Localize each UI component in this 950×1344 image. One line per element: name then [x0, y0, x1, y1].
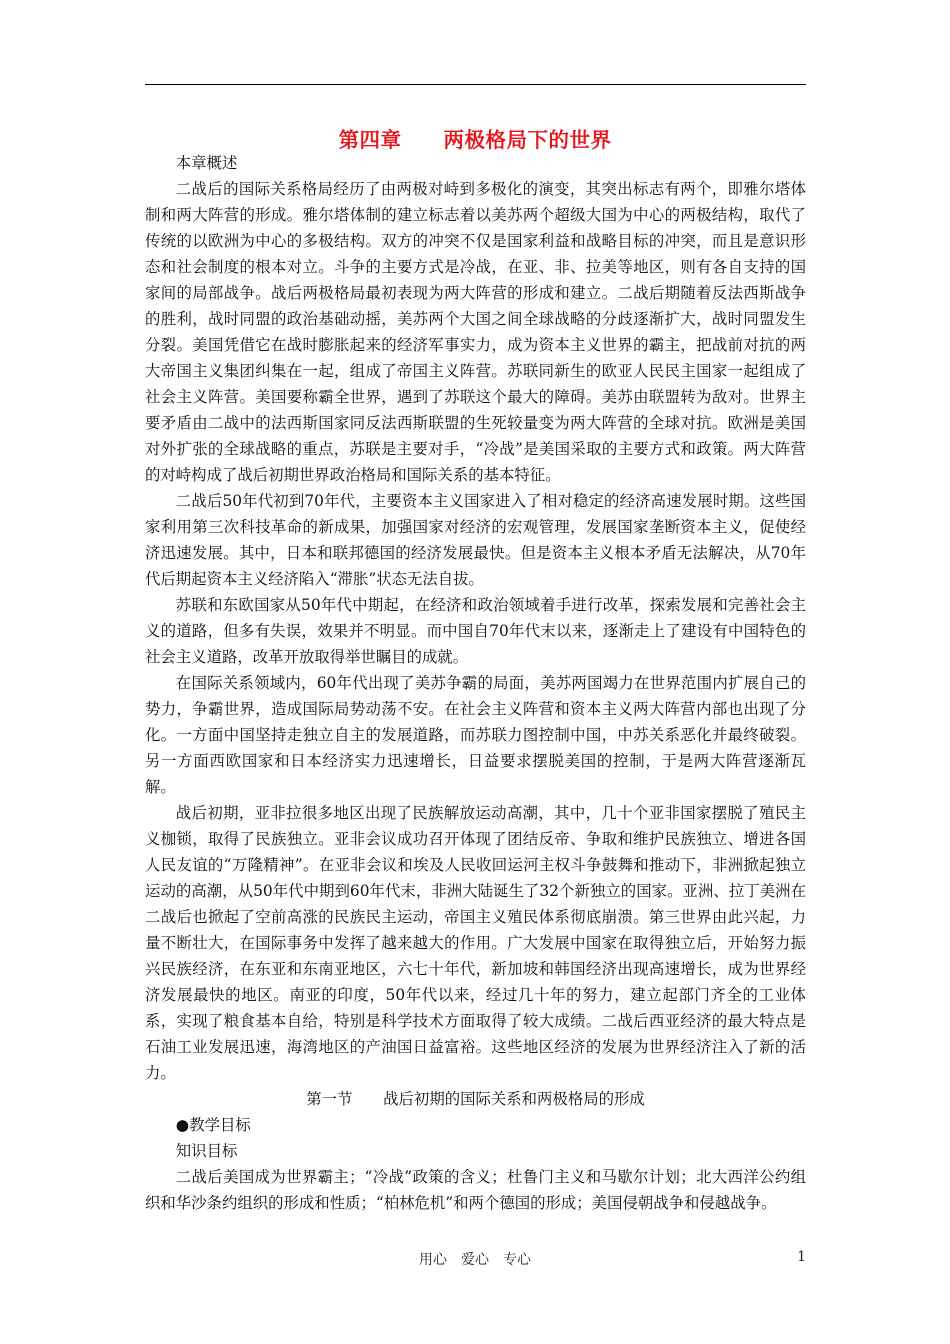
teaching-goal-heading: ●教学目标 — [175, 1116, 251, 1134]
paragraph-2: 二战后50年代初到70年代，主要资本主义国家进入了相对稳定的经济高速发展时期。这些国家利用第三次科技革命的新成果，加强国家对经济的宏观管理，发展国家垄断资本主义，促使经济迅速发展。其中，日本和联邦德国的经济发展最快。但是资本主义根本矛盾无法解决，从70年代后期起资本主义经济陷入“滞胀”状态无法自拔。 — [145, 492, 806, 588]
overview-heading: 本章概述 — [175, 154, 238, 172]
section-title: 第一节 战后初期的国际关系和两极格局的形成 — [306, 1090, 645, 1108]
document-body — [145, 150, 806, 1216]
paragraph-5: 战后初期，亚非拉很多地区出现了民族解放运动高潮，其中，几十个亚非国家摆脱了殖民主义枷锁，取得了民族独立。亚非会议成功召开体现了团结反帝、争取和维护民族独立、增进各国人民友谊的“万隆精神”。在亚非会议和埃及人民收回运河主权斗争鼓舞和推动下，非洲掀起独立运动的高潮，从50年代中期到60年代末，非洲大陆诞生了32个新独立的国家。亚洲、拉丁美洲在二战后也掀起了空前高涨的民族民主运动，帝国主义殖民体系彻底崩溃。第三世界由此兴起，力量不断壮大，在国际事务中发挥了越来越大的作用。广大发展中国家在取得独立后，开始努力振兴民族经济，在东亚和东南亚地区，六七十年代，新加坡和韩国经济出现高速增长，成为世界经济发展最快的地区。南亚的印度，50年代以来，经过几十年的努力，建立起部门齐全的工业体系，实现了粮食基本自给，特别是科学技术方面取得了较大成绩。二战后西亚经济的最大特点是石油工业发展迅速，海湾地区的产油国日益富裕。这些地区经济的发展为世界经济注入了新的活力。 — [145, 804, 806, 1082]
knowledge-goal-text: 二战后美国成为世界霸主；“冷战”政策的含义；杜鲁门主义和马歇尔计划；北大西洋公约组织和华沙条约组织的形成和性质；“柏林危机”和两个德国的形成；美国侵朝战争和侵越战争。 — [145, 1168, 806, 1212]
paragraph-3: 苏联和东欧国家从50年代中期起，在经济和政治领域着手进行改革，探索发展和完善社会主义的道路，但多有失误，效果并不明显。而中国自70年代末以来，逐渐走上了建设有中国特色的社会主义道路，改革开放取得举世瞩目的成就。 — [145, 596, 806, 666]
paragraph-4: 在国际关系领域内，60年代出现了美苏争霸的局面，美苏两国竭力在世界范围内扩展自己的势力，争霸世界，造成国际局势动荡不安。在社会主义阵营和资本主义两大阵营内部也出现了分化。一方面中国坚持走独立自主的发展道路，而苏联力图控制中国，中苏关系恶化并最终破裂。另一方面西欧国家和日本经济实力迅速增长，日益要求摆脱美国的控制，于是两大阵营逐渐瓦解。 — [145, 674, 806, 796]
page-number: 1 — [797, 1249, 806, 1265]
chapter-title: 第四章 两极格局下的世界 — [338, 128, 612, 152]
knowledge-goal-heading: 知识目标 — [175, 1142, 238, 1160]
header-rule — [145, 84, 806, 85]
footer-motto: 用心 爱心 专心 — [419, 1252, 531, 1268]
paragraph-1: 二战后的国际关系格局经历了由两极对峙到多极化的演变，其突出标志有两个，即雅尔塔体制和两大阵营的形成。雅尔塔体制的建立标志着以美苏两个超级大国为中心的两极结构，取代了传统的以欧洲为中心的多极结构。双方的冲突不仅是国家利益和战略目标的冲突，而且是意识形态和社会制度的根本对立。斗争的主要方式是冷战，在亚、非、拉美等地区，则有各自支持的国家间的局部战争。战后两极格局最初表现为两大阵营的形成和建立。二战后期随着反法西斯战争的胜利，战时同盟的政治基础动摇，美苏两个大国之间全球战略的分歧逐渐扩大，战时同盟发生分裂。美国凭借它在战时膨胀起来的经济军事实力，成为资本主义世界的霸主，把战前对抗的两大帝国主义集团纠集在一起，组成了帝国主义阵营。苏联同新生的欧亚人民民主国家一起组成了社会主义阵营。美国要称霸全世界，遇到了苏联这个最大的障碍。美苏由联盟转为敌对。世界主要矛盾由二战中的法西斯国家同反法西斯联盟的生死较量变为两大阵营的全球对抗。欧洲是美国对外扩张的全球战略的重点，苏联是主要对手，“冷战”是美国采取的主要方式和政策。两大阵营的对峙构成了战后初期世界政治格局和国际关系的基本特征。 — [145, 180, 806, 484]
